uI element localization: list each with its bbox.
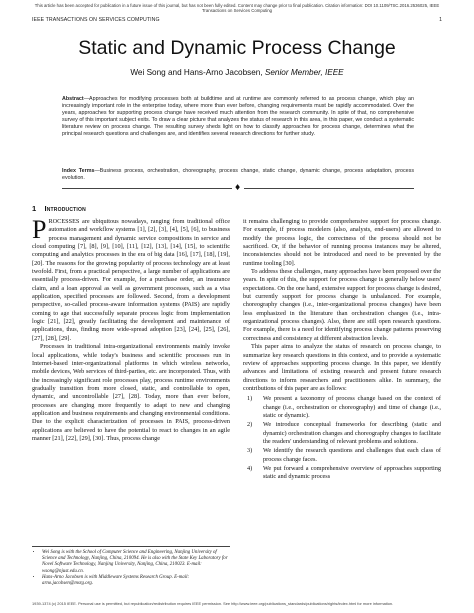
contribution-item <box>243 395 441 420</box>
divider-line-left <box>62 188 232 189</box>
right-paragraph-3: This paper aims to analyze the status of research on process change, to summarize key research questions in this context, and to provide a systematic review of approaches supporting process change. In this paper, we identify advances and limitations of existing research and present future research directions to inform researchers and practitioners alike. In summary, the contributions of this paper are as follows: <box>243 343 441 392</box>
copyright-footer: 1939-1374 (c) 2015 IEEE. Personal use is permitted, but republication/redistribution requires IEEE permission. See http://www.ieee.org/publications_standards/publications/rights/index.html for more information. <box>32 601 394 606</box>
author-names: Wei Song and Hans-Arno Jacobsen, <box>130 68 263 77</box>
author-footnotes <box>32 546 230 587</box>
intro-paragraph-1 <box>32 215 230 343</box>
contribution-number: 4) <box>247 464 253 472</box>
contribution-number: 1) <box>247 395 253 403</box>
contribution-item <box>243 465 441 482</box>
right-paragraph-1: it remains challenging to provide comprehensive support for process change. For example, if process modelers (also, analysts, end-users) are allowed to modify the process logic, the correctness of the process should not be sacrificed. Or, if the behavior of running process instances may be altered, inconsistencies should not be introduced and need to be prevented by the runtime tooling [30]. <box>243 218 441 267</box>
abstract-text: —Approaches for modifying processes both at buildtime and at runtime are commonly referred to as process change, which play an increasingly important role in the enterprise today, where more than ever before, changing requirements must be rapidly accommodated. Over the years, approaches for supporting process change have received much attention from the research community. In spite of that, no comprehensive survey of this important subject exits. To draw a clear picture that analyzes the status of research in this area, in this paper, we conduct a systematic literature review on process change. The resulting survey sheds light on how to classify approaches for process change, determines what the principal research questions and challenges are, and identifies several research directions for further study. <box>62 96 414 137</box>
publication-notice <box>22 3 452 13</box>
author-line <box>20 68 454 77</box>
footnote-item: • Hans-Arno Jacobsen is with Middleware Systems Research Group. E-mail: arno.jacobsen@msrg.org. <box>42 575 230 587</box>
intro-paragraph-1-text: ROCESSES are ubiquitous nowadays, ranging from traditional office automation and workflow systems [1], [2], [3], [4], [5], [6], to business process management and dynamic service compositions in service and cloud computing [7], [8], [9], [10], [11], [12], [13], [14], [15], to scientific computing and analytics processes in the era of big data [16], [17], [18], [19], [20]. The reasons for the growing popularity of process technology are at least twofold. First, from a practical perspective, a large number of applications are essentially process-driven. For example, for a purchase order, an insurance claim, and a loan approval as well as government processes, such as a visa application, specified processes are followed. Second, from a development perspective, so-called process-aware information systems (PAIS) are rapidly coming to age that successfully separate process logic from implementation logic [21], [22], greatly facilitating the development and maintenance of applications, thus, finding more wide-spread adoption [23], [24], [25], [26], [27], [28], [29]. <box>32 218 230 342</box>
contribution-number: 2) <box>247 421 253 429</box>
contribution-text: We introduce conceptual frameworks for describing (static and dynamic) orchestration changes and choreography changes to facilitate the readers' understanding of relevant problems and solutions. <box>263 421 441 445</box>
section-title: Introduction <box>44 204 86 213</box>
page-number: 1 <box>439 17 442 23</box>
intro-paragraph-2: Processes in traditional intra-organizational environments mainly invoke local applications, while today's business and scientific processes run in Internet-based inter-organizational platforms in which wireless networks, mobile devices, Web services of third-parties, etc. are incorporated. Thus, with the increasingly significant role processes play, process runtime environments gradually transition from more closed, static, and controllable to open, dynamic, and uncontrollable [27], [28]. Today, more than ever before, processes are changing more frequently to adapt to new and changing application and business requirements and changing environmental conditions. Due to the explicit characterization of processes in PAIS, process-driven applications are believed to have the potential to react to changes in an agile manner [21], [22], [29], [30]. Thus, process change <box>32 343 230 442</box>
contribution-item <box>243 447 441 464</box>
contribution-item <box>243 421 441 446</box>
notice-line-2: Transactions on Services Computing <box>201 8 273 14</box>
section-heading <box>32 204 86 213</box>
drop-cap: P <box>32 215 47 244</box>
diamond-icon: ♦ <box>234 183 242 192</box>
contribution-text: We put forward a comprehensive overview of approaches supporting static and dynamic process <box>263 464 441 481</box>
journal-name: IEEE TRANSACTIONS ON SERVICES COMPUTING <box>32 17 160 23</box>
divider-line-right <box>244 188 414 189</box>
index-terms <box>62 168 414 182</box>
right-paragraph-2: To address these challenges, many approaches have been proposed over the years. In spite of this, the support for process change is generally below users' expectations. On the one hand, extensive support for process change is desired, but currently support for process change is unbalanced. For example, choreography changes (i.e., inter-organizational process changes) have been less emphasized in the literature than orchestration changes (i.e., intra-organizational process changes). Also, there are still open research questions. For example, there is a need for identifying process change patterns preserving correctness and consistency at different abstraction levels. <box>243 268 441 342</box>
index-terms-text: —Business process, orchestration, choreography, process change, static change, dynamic change, process adaptation, process evolution. <box>62 168 414 181</box>
contribution-number: 3) <box>247 447 253 455</box>
left-column <box>32 215 230 443</box>
section-divider <box>62 184 414 192</box>
index-terms-label: Index Terms <box>62 168 95 174</box>
section-number: 1 <box>32 204 37 213</box>
abstract <box>62 96 414 138</box>
paper-title: Static and Dynamic Process Change <box>78 37 396 59</box>
contribution-text: We present a taxonomy of process change based on the context of change (i.e., orchestration or choreography) and time of change (i.e., static or dynamic). <box>263 395 441 419</box>
footnote-item: • Wei Song is with the School of Computer Science and Engineering, Nanjing University of Science and Technology, Nanjing, China, 210094. He is also with the State Key Laboratory for Novel Software Technology, Nanjing University, Nanjing, China, 210023. E-mail: wsong@njust.edu.cn. <box>42 550 230 575</box>
abstract-label: Abstract <box>62 96 84 102</box>
contribution-text: We identify the research questions and challenges that each class of process change faces. <box>263 447 441 463</box>
notice-line-1: This article has been accepted for publication in a future issue of this journal, but has not been fully edited. Content may change prior to final publication. Citation information: DOI 10.1109/TSC.2016.2536025, IEEE <box>34 3 440 8</box>
author-role: Senior Member, IEEE <box>264 68 344 77</box>
right-column <box>243 218 441 482</box>
